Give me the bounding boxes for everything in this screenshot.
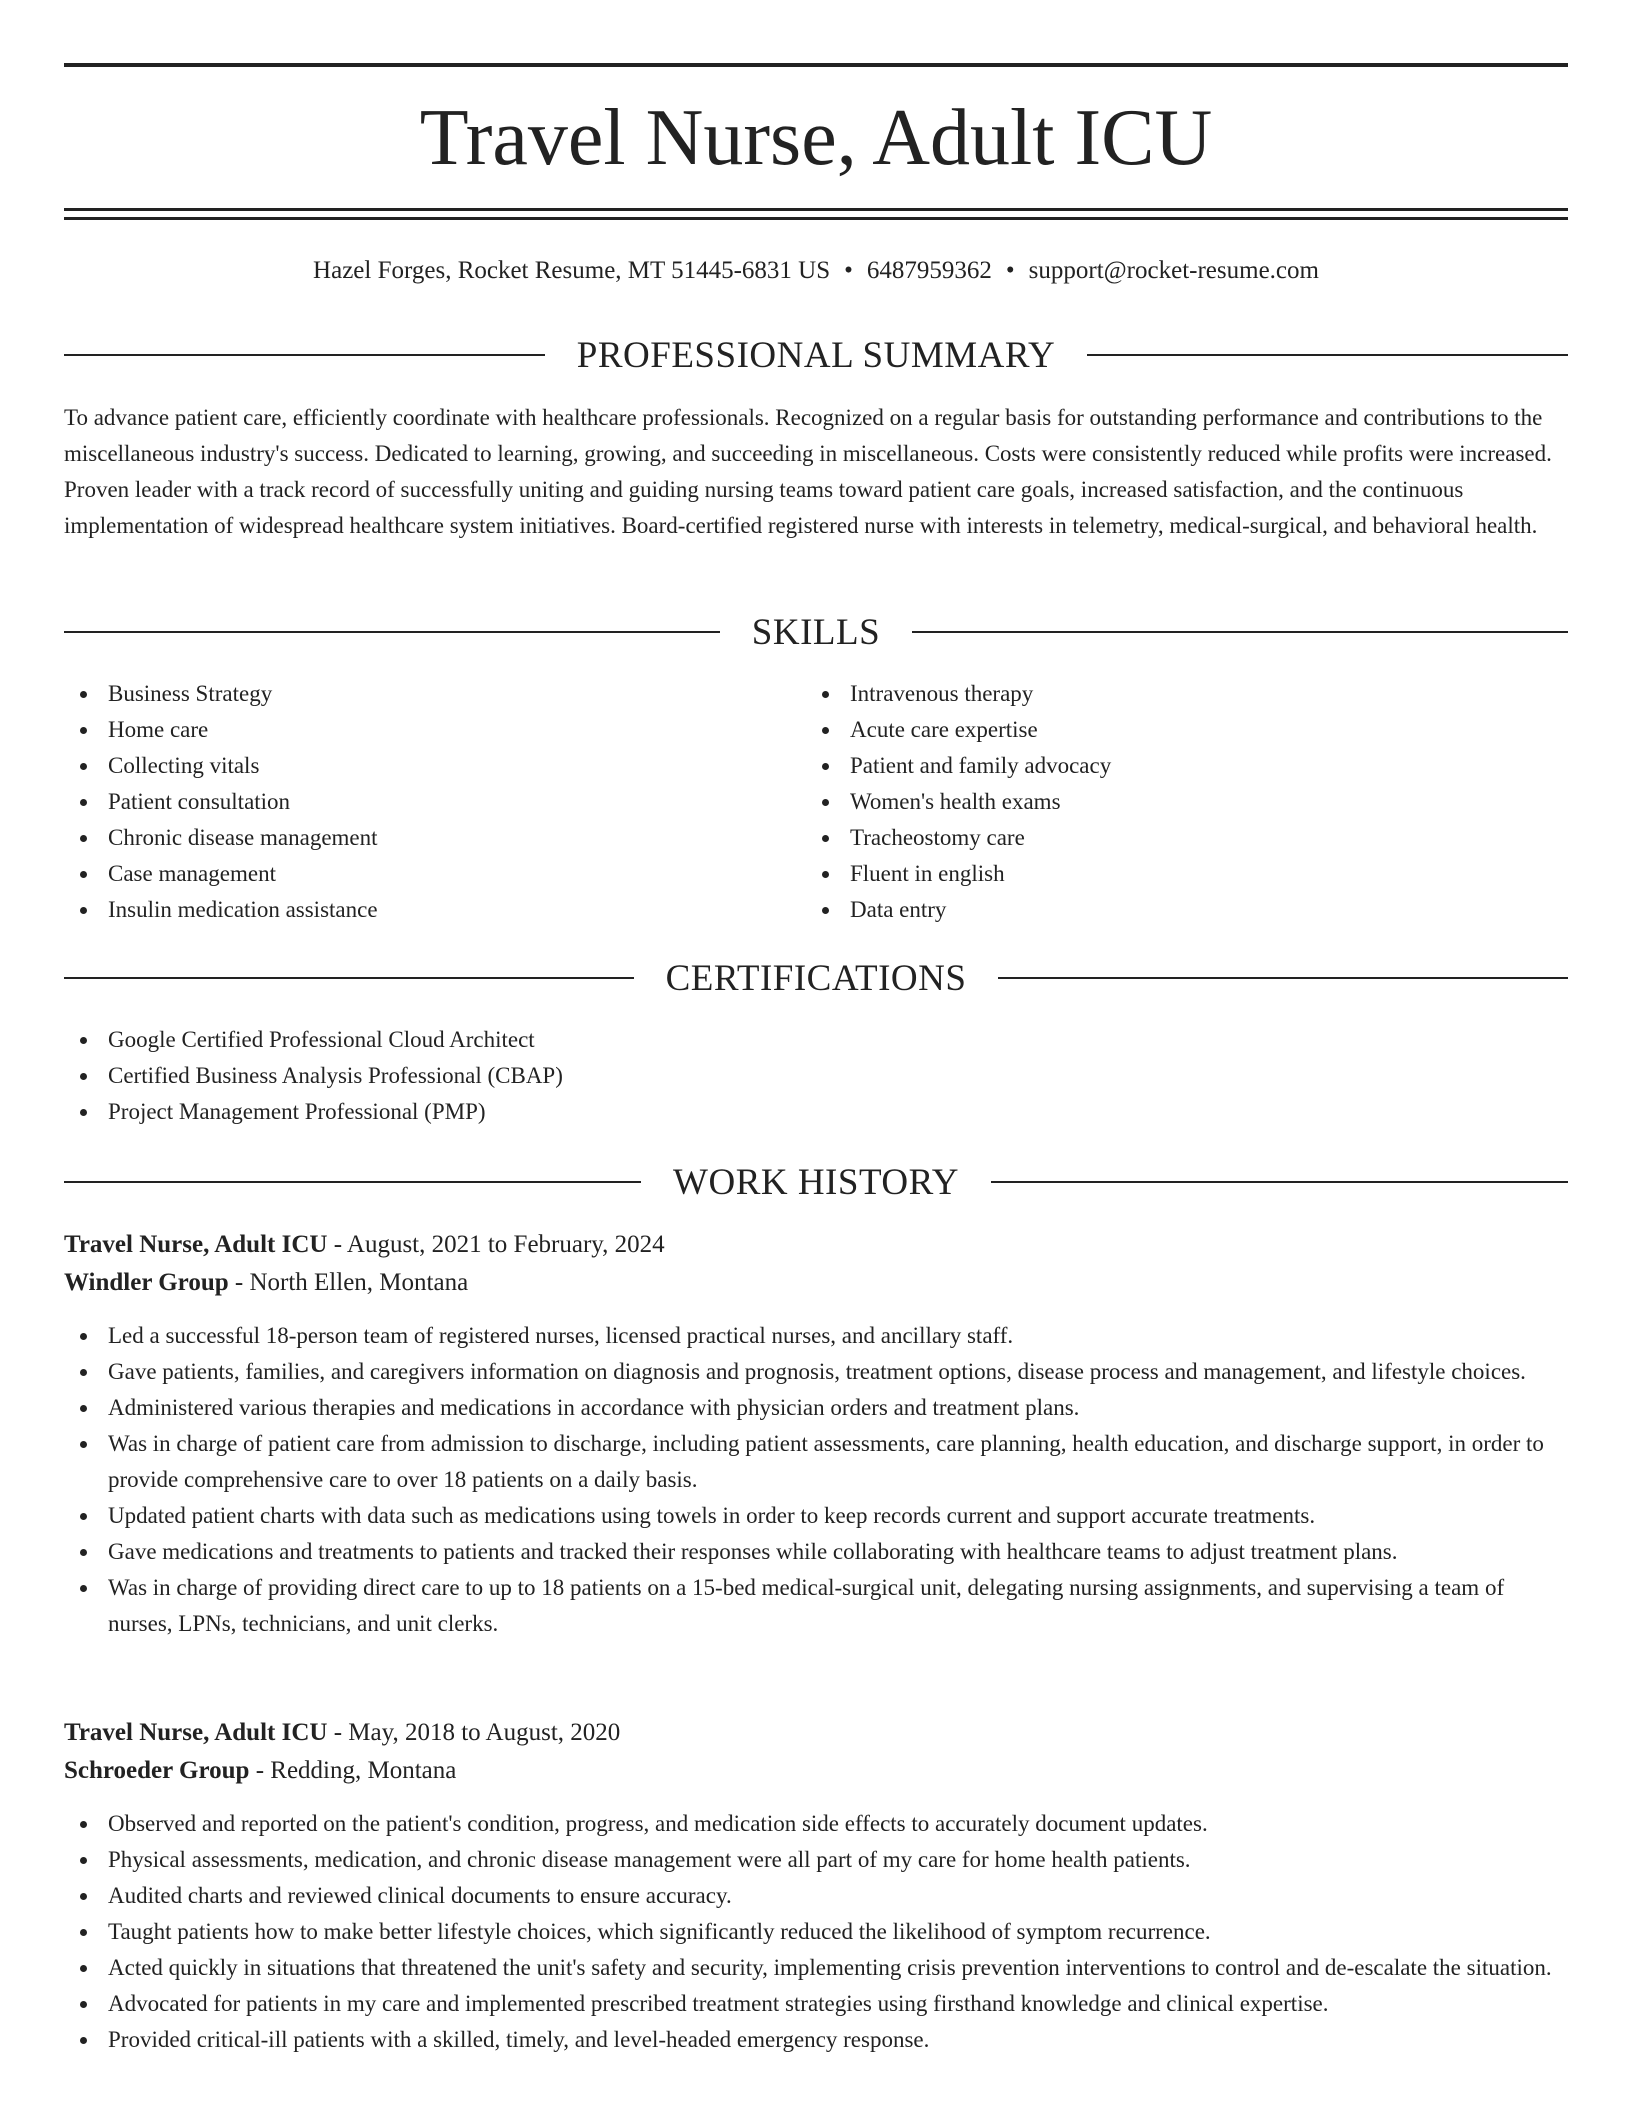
list-item: Physical assessments, medication, and chronic disease management were all part of my care for home health patients.	[64, 1842, 1568, 1878]
list-item: Project Management Professional (PMP)	[64, 1094, 1568, 1130]
job-company-line	[64, 1264, 1568, 1302]
list-item: Audited charts and reviewed clinical documents to ensure accuracy.	[64, 1878, 1568, 1914]
list-item: Advocated for patients in my care and implemented prescribed treatment strategies using firsthand knowledge and clinical expertise.	[64, 1986, 1568, 2022]
skills-heading	[64, 610, 1568, 654]
job-company-line	[64, 1752, 1568, 1790]
list-item: Intravenous therapy	[806, 676, 1506, 712]
contact-separator: •	[1005, 257, 1015, 284]
job-location: - North Ellen, Montana	[228, 1269, 469, 1296]
work-history-heading	[64, 1160, 1568, 1204]
list-item: Fluent in english	[806, 856, 1506, 892]
job-title: Travel Nurse, Adult ICU	[64, 1719, 328, 1746]
contact-address: Hazel Forges, Rocket Resume, MT 51445-6831 US	[313, 257, 831, 284]
summary-heading	[64, 333, 1568, 377]
list-item: Provided critical-ill patients with a skilled, timely, and level-headed emergency response.	[64, 2022, 1568, 2058]
top-divider	[64, 63, 1568, 67]
contact-phone: 6487959362	[866, 257, 992, 284]
list-item: Insulin medication assistance	[64, 892, 764, 928]
list-item: Administered various therapies and medications in accordance with physician orders and treatment plans.	[64, 1390, 1568, 1426]
certifications-heading	[64, 956, 1568, 1000]
list-item: Gave patients, families, and caregivers information on diagnosis and prognosis, treatment options, disease process and management, and lifestyle choices.	[64, 1354, 1568, 1390]
list-item: Acted quickly in situations that threatened the unit's safety and security, implementing crisis prevention interventions to control and de-escalate the situation.	[64, 1950, 1568, 1986]
job-location: - Redding, Montana	[249, 1757, 457, 1784]
list-item: Data entry	[806, 892, 1506, 928]
summary-text: To advance patient care, efficiently coordinate with healthcare professionals. Recognized on a regular basis for outstanding performance and contributions to the miscellaneous industry's success. Dedicated to learning, growing, and succeeding in miscellaneous. Costs were consistently reduced while profits were increased. Proven leader with a track record of successfully uniting and guiding nursing teams toward patient care goals, increased satisfaction, and the continuous implementation of widespread healthcare system initiatives. Board-certified registered nurse with interests in telemetry, medical-surgical, and behavioral health.	[64, 405, 1552, 538]
contact-separator: •	[844, 257, 853, 284]
list-item: Certified Business Analysis Professional (CBAP)	[64, 1058, 1568, 1094]
skills-list-right	[806, 676, 1506, 928]
skills-heading-text: SKILLS	[751, 611, 881, 653]
job-company: Windler Group	[64, 1269, 229, 1296]
job-title: Travel Nurse, Adult ICU	[64, 1231, 328, 1258]
list-item: Taught patients how to make better lifestyle choices, which significantly reduced the likelihood of symptom recurrence.	[64, 1914, 1568, 1950]
job-company: Schroeder Group	[64, 1757, 250, 1784]
list-item: Updated patient charts with data such as medications using towels in order to keep records current and support accurate treatments.	[64, 1498, 1568, 1534]
list-item: Case management	[64, 856, 764, 892]
list-item: Acute care expertise	[806, 712, 1506, 748]
job-dates: - August, 2021 to February, 2024	[327, 1231, 665, 1258]
certifications-list	[64, 1022, 1568, 1130]
list-item: Business Strategy	[64, 676, 764, 712]
list-item: Chronic disease management	[64, 820, 764, 856]
job-bullets	[64, 1318, 1568, 1642]
job-entry	[64, 1226, 1568, 1642]
work-history-heading-text: WORK HISTORY	[673, 1161, 959, 1203]
job-title-line	[64, 1714, 1568, 1752]
job-bullets	[64, 1806, 1568, 2058]
list-item: Gave medications and treatments to patients and tracked their responses while collaborating with healthcare teams to adjust treatment plans.	[64, 1534, 1568, 1570]
job-title-line	[64, 1226, 1568, 1264]
certifications-heading-text: CERTIFICATIONS	[665, 957, 967, 999]
resume-title: Travel Nurse, Adult ICU	[419, 94, 1213, 182]
title-double-divider	[64, 208, 1568, 220]
summary-heading-text: PROFESSIONAL SUMMARY	[576, 334, 1056, 376]
list-item: Led a successful 18-person team of registered nurses, licensed practical nurses, and ancillary staff.	[64, 1318, 1568, 1354]
list-item: Was in charge of providing direct care to up to 18 patients on a 15-bed medical-surgical unit, delegating nursing assignments, and supervising a team of nurses, LPNs, technicians, and unit clerks.	[64, 1570, 1568, 1642]
contact-line	[64, 255, 1568, 287]
job-entry	[64, 1714, 1568, 2058]
contact-email: support@rocket-resume.com	[1028, 257, 1319, 284]
list-item: Collecting vitals	[64, 748, 764, 784]
list-item: Observed and reported on the patient's condition, progress, and medication side effects to accurately document updates.	[64, 1806, 1568, 1842]
list-item: Women's health exams	[806, 784, 1506, 820]
list-item: Patient consultation	[64, 784, 764, 820]
list-item: Home care	[64, 712, 764, 748]
job-dates: - May, 2018 to August, 2020	[327, 1719, 621, 1746]
list-item: Was in charge of patient care from admission to discharge, including patient assessments, care planning, health education, and discharge support, in order to provide comprehensive care to over 18 patients on a daily basis.	[64, 1426, 1568, 1498]
list-item: Google Certified Professional Cloud Architect	[64, 1022, 1568, 1058]
list-item: Patient and family advocacy	[806, 748, 1506, 784]
skills-list-left	[64, 676, 764, 928]
list-item: Tracheostomy care	[806, 820, 1506, 856]
